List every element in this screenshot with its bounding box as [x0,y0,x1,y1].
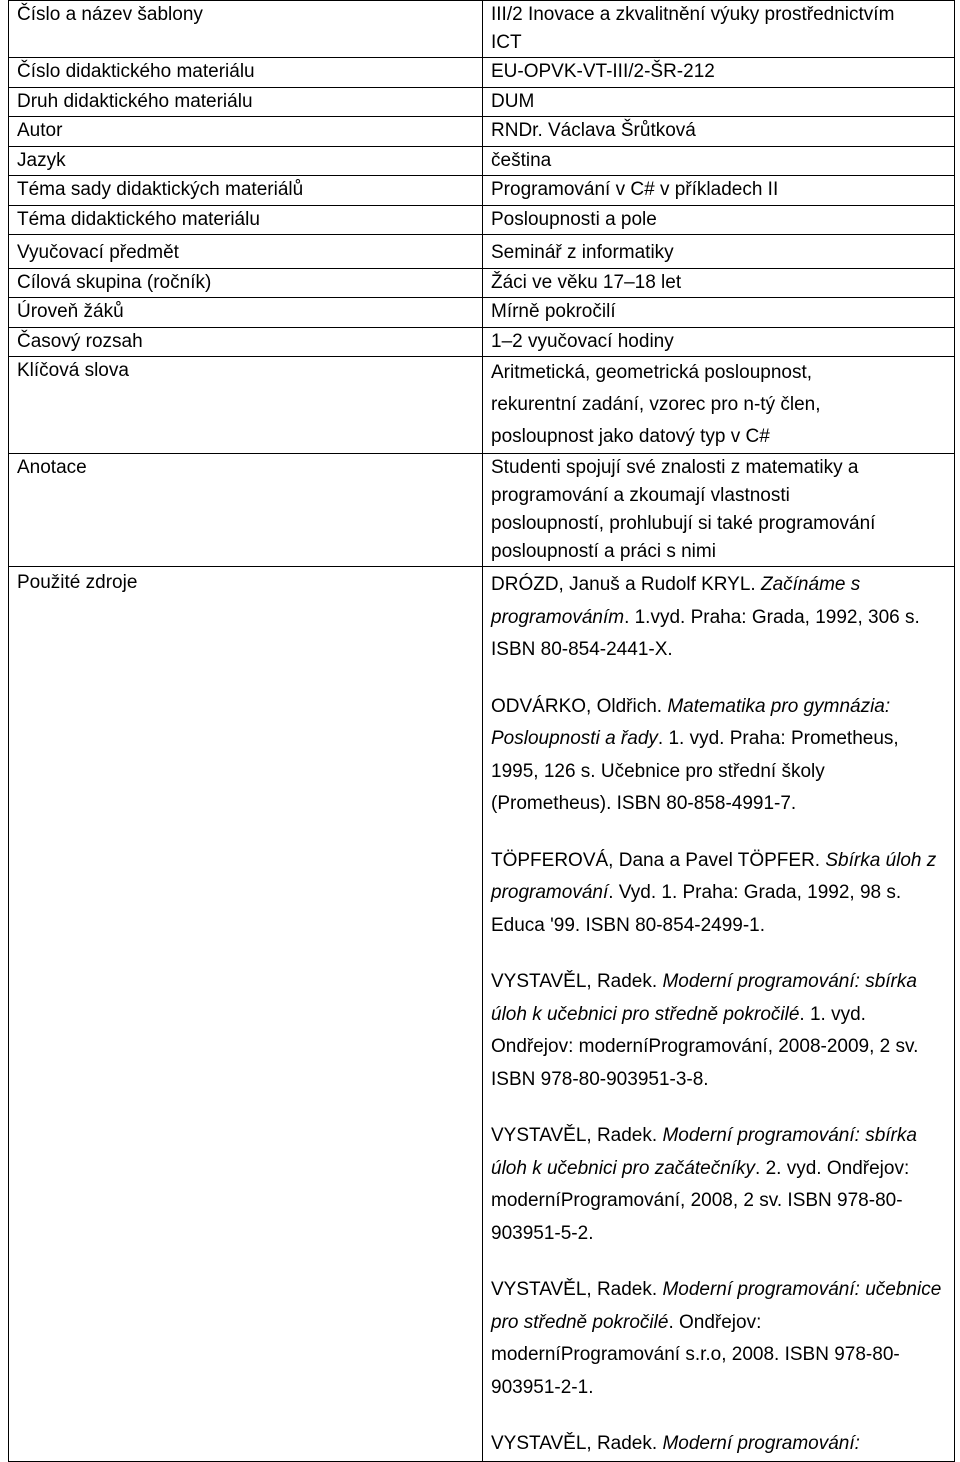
row-value [483,567,955,1462]
row-label: Cílová skupina (ročník) [9,268,483,298]
value-line: posloupností, prohlubují si také programování [491,513,876,534]
row-value: Seminář z informatiky [483,235,955,269]
value-line: rekurentní zadání, vzorec pro n-tý člen, [491,394,821,415]
row-druh-materialu [9,87,955,117]
row-value: Žáci ve věku 17–18 let [483,268,955,298]
reference-item: VYSTAVĚL, Radek. Moderní programování: učebnice pro středně pokročilé. Ondřejov: moderníProgramování s.r.o, 2008. ISBN 978-80-903951-2-1. [491,1279,942,1398]
row-label: Číslo a název šablony [9,1,483,58]
row-label: Druh didaktického materiálu [9,87,483,117]
row-value [483,357,955,454]
value-line: III/2 Inovace a zkvalitnění výuky prostřednictvím [491,4,895,25]
row-label: Anotace [9,454,483,567]
row-label: Číslo didaktického materiálu [9,58,483,88]
value-line: Aritmetická, geometrická posloupnost, [491,362,813,383]
row-uroven [9,298,955,328]
reference-item: TÖPFEROVÁ, Dana a Pavel TÖPFER. Sbírka úloh z programování. Vyd. 1. Praha: Grada, 1992, 98 s. Educa '99. ISBN 80-854-2499-1. [491,849,937,936]
row-label: Klíčová slova [9,357,483,454]
row-value: Programování v C# v příkladech II [483,176,955,206]
row-label: Použité zdroje [9,567,483,1462]
row-cilova-skupina [9,268,955,298]
reference-item: VYSTAVĚL, Radek. Moderní programování: sbírka úloh k učebnici pro středně pokročilé. 1. vyd. Ondřejov: moderníProgramování, 2008-2009, 2 sv. ISBN 978-80-903951-3-8. [491,971,919,1090]
value-line: Studenti spojují své znalosti z matematiky a [491,457,859,478]
row-sablona [9,1,955,58]
row-predmet [9,235,955,269]
row-autor [9,117,955,147]
row-cislo-materialu [9,58,955,88]
row-value [483,454,955,567]
reference-item: ODVÁRKO, Oldřich. Matematika pro gymnázia: Posloupnosti a řady. 1. vyd. Praha: Prometheus, 1995, 126 s. Učebnice pro střední školy (Prometheus). ISBN 80-858-4991-7. [491,695,899,814]
row-value: EU-OPVK-VT-III/2-ŠR-212 [483,58,955,88]
value-line: ICT [491,32,522,53]
row-label: Jazyk [9,146,483,176]
row-jazyk [9,146,955,176]
reference-item: DRÓZD, Januš a Rudolf KRYL. Začínáme s programováním. 1.vyd. Praha: Grada, 1992, 306 s. ISBN 80-854-2441-X. [491,574,920,660]
value-line: posloupností a práci s nimi [491,541,716,562]
row-value: čeština [483,146,955,176]
row-label: Úroveň žáků [9,298,483,328]
value-line: posloupnost jako datový typ v C# [491,426,770,447]
value-line: programování a zkoumají vlastnosti [491,485,790,506]
row-label: Autor [9,117,483,147]
reference-item: VYSTAVĚL, Radek. Moderní programování: sbírka úloh k učebnici pro začátečníky. 2. vyd. Ondřejov: moderníProgramování, 2008, 2 sv. ISBN 978-80-903951-5-2. [491,1125,917,1244]
row-label: Časový rozsah [9,327,483,357]
row-value: Posloupnosti a pole [483,205,955,235]
row-label: Téma didaktického materiálu [9,205,483,235]
metadata-table [8,0,955,1462]
row-value: Mírně pokročilí [483,298,955,328]
row-value [483,1,955,58]
row-anotace [9,454,955,567]
row-rozsah [9,327,955,357]
row-tema-materialu [9,205,955,235]
row-tema-sady [9,176,955,206]
row-label: Téma sady didaktických materiálů [9,176,483,206]
row-value: 1–2 vyučovací hodiny [483,327,955,357]
reference-item: VYSTAVĚL, Radek. Moderní programování: [491,1433,860,1454]
row-label: Vyučovací předmět [9,235,483,269]
row-value: DUM [483,87,955,117]
row-value: RNDr. Václava Šrůtková [483,117,955,147]
row-klicova-slova [9,357,955,454]
row-zdroje [9,567,955,1462]
